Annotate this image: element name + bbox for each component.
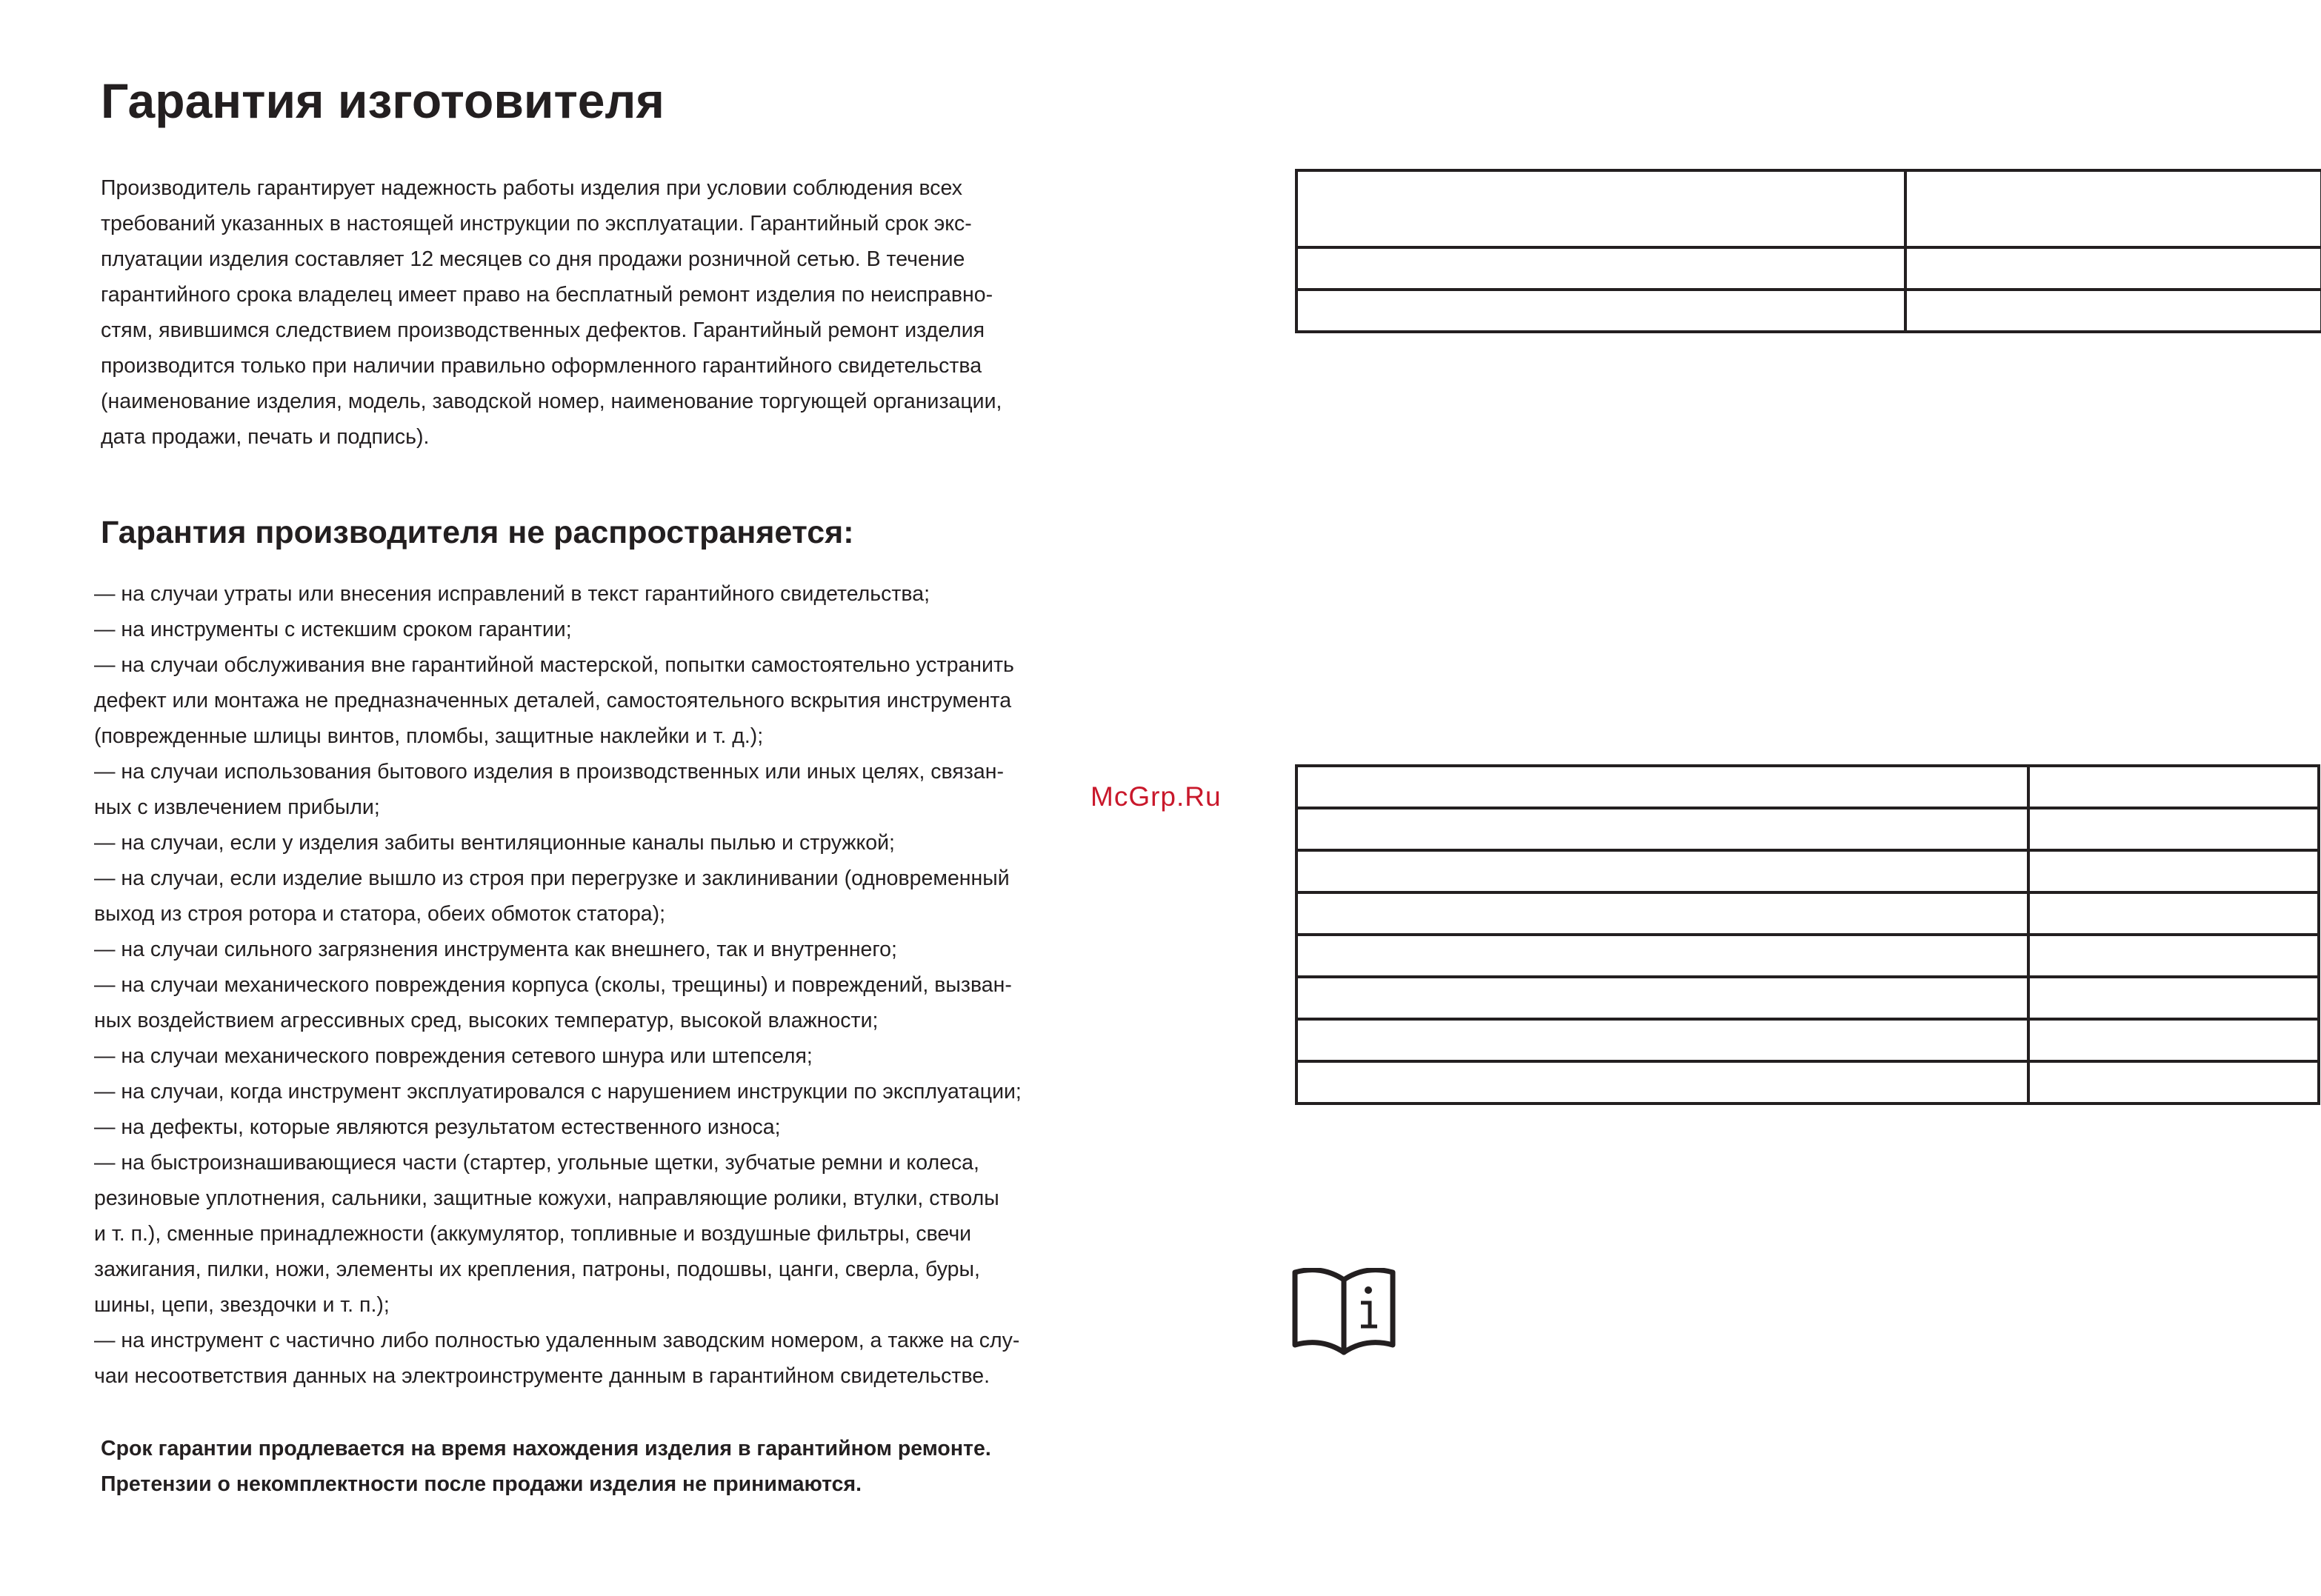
list-item: — на случаи утраты или внесения исправлений в текст гарантийного свидетельства;	[94, 582, 930, 606]
table-cell	[1296, 1061, 2028, 1103]
warranty-form-table-top	[1295, 169, 2321, 333]
table-cell	[2028, 935, 2319, 977]
table-cell	[1296, 850, 2028, 892]
warranty-extension-note: Срок гарантии продлевается на время нахождения изделия в гарантийном ремонте.	[101, 1437, 991, 1460]
table-cell	[2028, 808, 2319, 850]
watermark: McGrp.Ru	[1090, 781, 1222, 812]
table-cell	[1296, 1019, 2028, 1061]
table-cell	[1905, 290, 2321, 332]
table-cell	[2028, 977, 2319, 1019]
list-item: — на инструменты с истекшим сроком гарантии;	[94, 618, 572, 641]
warranty-note	[101, 1431, 991, 1502]
table-cell	[1296, 290, 1905, 332]
table-cell	[1296, 892, 2028, 935]
list-item: — на случаи обслуживания вне гарантийной мастерской, попытки самостоятельно устранить дефект или монтажа не предназначенных деталей, самостоятельного вскрытия инструмента (поврежденные шлицы винтов, пломбы, защитные наклейки и т. д.);	[94, 653, 1014, 748]
table-cell	[1296, 247, 1905, 290]
page-title: Гарантия изготовителя	[101, 73, 665, 128]
list-item: — на инструмент с частично либо полностью удаленным заводским номером, а также на слу- чаи несоответствия данных на электроинструменте данным в гарантийном свидетельстве.	[94, 1329, 1020, 1388]
table-cell	[1296, 766, 2028, 808]
warranty-intro-text: Производитель гарантирует надежность работы изделия при условии соблюдения всех требований указанных в настоящей инструкции по эксплуатации. Гарантийный срок экс- плуатации изделия составляет 12 месяцев со дня продажи розничной сетью. В течение гарантийного срока владелец имеет право на бесплатный ремонт изделия по неисправно- стям, явившимся следствием производственных дефектов. Гарантийный ремонт изделия производится только при наличии правильно оформленного гарантийного свидетельства (наименование изделия, модель, заводской номер, наименование торгующей организации, дата продажи, печать и подпись).	[101, 176, 1002, 449]
table-cell	[2028, 1061, 2319, 1103]
completeness-claims-note: Претензии о некомплектности после продажи изделия не принимаются.	[101, 1472, 862, 1496]
table-cell	[2028, 892, 2319, 935]
table-cell	[2028, 1019, 2319, 1061]
table-cell	[2028, 850, 2319, 892]
list-item: — на случаи, если изделие вышло из строя при перегрузке и заклинивании (одновременный выход из строя ротора и статора, обеих обмоток статора);	[94, 867, 1010, 926]
warranty-form-table-bottom	[1295, 764, 2320, 1105]
list-item: — на случаи сильного загрязнения инструмента как внешнего, так и внутреннего;	[94, 938, 897, 961]
list-item: — на быстроизнашивающиеся части (стартер, угольные щетки, зубчатые ремни и колеса, резиновые уплотнения, сальники, защитные кожухи, направляющие ролики, втулки, стволы и т. п.), сменные принадлежности (аккумулятор, топливные и воздушные фильтры, свечи зажигания, пилки, ножи, элементы их крепления, патроны, подошвы, цанги, сверла, буры, шины, цепи, звездочки и т. п.);	[94, 1151, 999, 1317]
book-info-icon	[1292, 1268, 1396, 1357]
list-item: — на случаи, если у изделия забиты вентиляционные каналы пылью и стружкой;	[94, 831, 895, 855]
list-item: — на случаи использования бытового изделия в производственных или иных целях, связан- ных с извлечением прибыли;	[94, 760, 1004, 819]
table-cell	[1296, 935, 2028, 977]
exclusions-list	[94, 576, 1168, 1394]
table-cell	[1905, 247, 2321, 290]
table-cell	[1296, 808, 2028, 850]
list-item: — на случаи механического повреждения корпуса (сколы, трещины) и повреждений, вызван- ных воздействием агрессивных сред, высоких температур, высокой влажности;	[94, 973, 1012, 1032]
exclusions-title: Гарантия производителя не распространяется:	[101, 515, 854, 550]
table-cell	[1296, 977, 2028, 1019]
table-cell	[2028, 766, 2319, 808]
table-cell	[1296, 170, 1905, 247]
table-cell	[1905, 170, 2321, 247]
list-item: — на случаи, когда инструмент эксплуатировался с нарушением инструкции по эксплуатации;	[94, 1080, 1022, 1103]
list-item: — на дефекты, которые являются результатом естественного износа;	[94, 1115, 781, 1139]
list-item: — на случаи механического повреждения сетевого шнура или штепселя;	[94, 1044, 813, 1068]
